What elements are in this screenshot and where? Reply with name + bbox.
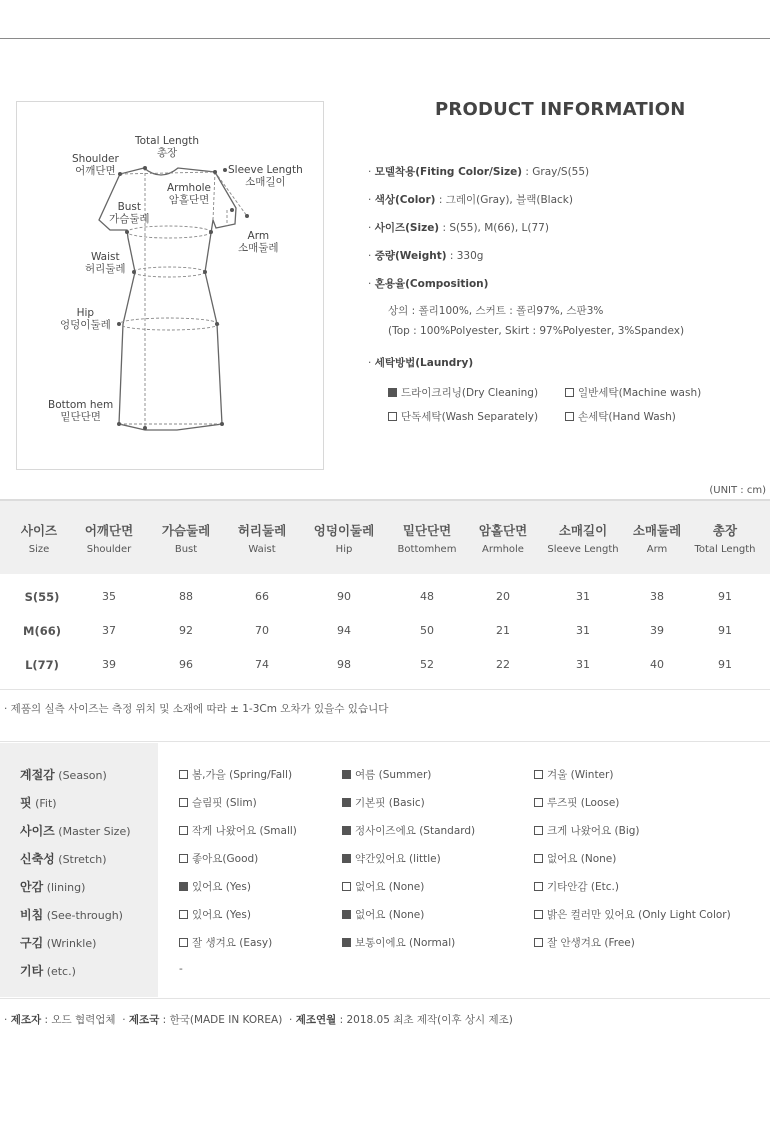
size-cell: 39 [102,658,116,671]
size-header-ko: 어깨단면 [84,523,134,538]
checkbox-checked [342,938,351,947]
feature-label-ko: 안감 [20,880,44,894]
checkbox-empty [179,854,188,863]
size-header-en: Total Length [694,544,756,555]
size-cell: 91 [718,658,732,671]
info-laundry: · 세탁방법(Laundry) [368,357,474,369]
size-cell: 38 [650,590,664,603]
info-composition: · 혼용율(Composition) [368,278,489,290]
size-note: · 제품의 실측 사이즈는 측정 위치 및 소재에 따라 ± 1-3Cm 오차가 있을수 있습니다 [4,703,389,715]
label-bottom-hem: Bottom hem 밑단단면 [48,399,114,423]
checkbox-empty [342,882,351,891]
feature-option-label: 기본핏 (Basic) [355,797,425,809]
composition-ko: 상의 : 폴리100%, 스커트 : 폴리97%, 스판3% [388,305,604,317]
checkbox-empty [179,826,188,835]
feature-option [342,823,475,838]
feature-label [20,906,123,923]
size-header-en: Shoulder [86,544,132,555]
size-header-ko: 가슴둘레 [161,523,211,538]
size-header-en: Size [28,544,50,555]
checkbox-empty [534,938,543,947]
feature-label-en: (Season) [58,769,107,782]
feature-option-label: 좋아요(Good) [192,853,259,865]
label-waist: Waist 허리둘레 [85,251,126,275]
features-top-border [0,741,770,742]
checkbox-empty [179,770,188,779]
feature-etc-value: - [179,963,183,975]
feature-label-ko: 신축성 [20,852,55,866]
feature-option [179,795,257,810]
size-cell: 50 [420,624,434,637]
size-header-en: Arm [646,544,668,555]
features-bottom-border [0,998,770,999]
info-fitting: · 모델착용(Fiting Color/Size) : Gray/S(55) [368,166,590,178]
checkbox-checked [179,882,188,891]
product-info-title: PRODUCT INFORMATION [435,99,686,120]
feature-option [534,851,616,866]
feature-option-label: 없어요 (None) [355,909,425,921]
size-cell: 48 [420,590,434,603]
feature-option-label: 크게 나왔어요 (Big) [547,825,640,837]
size-row-label: L(77) [25,658,59,672]
checkbox-empty [534,882,543,891]
checkbox-empty [534,798,543,807]
feature-option-label: 봄,가을 (Spring/Fall) [192,769,293,781]
checkbox-checked [388,388,397,397]
laundry-option-dry: 드라이크리닝(Dry Cleaning) [388,385,538,400]
feature-label [20,934,96,951]
feature-label-ko: 구김 [20,936,44,950]
size-header-ko: 엉덩이둘레 [313,523,375,538]
size-header-en: Hip [335,544,353,555]
feature-option [179,935,272,950]
feature-option [179,767,292,782]
size-header-en: Armhole [482,544,524,555]
feature-label-ko: 핏 [20,796,32,810]
size-row-label: S(55) [24,590,60,604]
size-cell: 39 [650,624,664,637]
feature-option-label: 겨울 (Winter) [547,769,614,781]
feature-label-en: (lining) [46,881,86,894]
label-sleeve-length: Sleeve Length 소매길이 [228,164,303,188]
feature-label-en: (etc.) [46,965,76,978]
size-cell: 37 [102,624,116,637]
feature-label [20,822,131,839]
measurement-diagram [16,101,324,470]
checkbox-checked [342,910,351,919]
laundry-option-hand: 손세탁(Hand Wash) [565,409,676,424]
checkbox-checked [342,854,351,863]
feature-option-label: 여름 (Summer) [355,769,432,781]
size-cell: 70 [255,624,269,637]
checkbox-empty [534,854,543,863]
checkbox-empty [179,910,188,919]
info-color: · 색상(Color) : 그레이(Gray), 블랙(Black) [368,194,573,206]
label-hip: Hip 엉덩이둘레 [60,307,111,331]
size-header-ko: 허리둘레 [237,523,287,538]
checkbox-empty [565,412,574,421]
feature-option [342,767,431,782]
feature-label [20,850,107,867]
feature-option-label: 없어요 (None) [547,853,617,865]
manufacturer-info: · 제조자 : 오드 협력업체 · 제조국 : 한국(MADE IN KOREA) · 제조연월 : 2018.05 최초 제작(이후 상시 제조) [4,1014,513,1026]
feature-option-label: 잘 생겨요 (Easy) [192,937,273,949]
size-cell: 91 [718,624,732,637]
size-header-en: Bust [174,544,198,555]
feature-option-label: 루즈핏 (Loose) [547,797,620,809]
feature-label-ko: 기타 [20,964,44,978]
checkbox-empty [388,412,397,421]
label-armhole: Armhole 암홀단면 [167,182,211,206]
feature-option [179,823,297,838]
feature-option-label: 없어요 (None) [355,881,425,893]
feature-option-label: 기타안감 (Etc.) [547,881,619,893]
feature-option [342,935,455,950]
laundry-option-separate: 단독세탁(Wash Separately) [388,409,538,424]
feature-label [20,962,76,979]
feature-label [20,878,85,895]
feature-option-label: 작게 나왔어요 (Small) [192,825,297,837]
feature-option [342,795,425,810]
feature-option-label: 밝은 컬러만 있어요 (Only Light Color) [547,909,731,921]
laundry-option-machine: 일반세탁(Machine wash) [565,385,701,400]
size-header-en: Bottomhem [397,544,457,555]
unit-label: (UNIT : cm) [709,485,766,496]
composition-en: (Top : 100%Polyester, Skirt : 97%Polyester, 3%Spandex) [388,325,685,337]
feature-label [20,766,107,783]
size-row-label: M(66) [23,624,61,638]
label-arm: Arm 소매둘레 [238,230,279,254]
feature-label-ko: 계절감 [20,768,55,782]
checkbox-checked [342,826,351,835]
label-bust: Bust 가슴둘레 [109,201,150,225]
size-cell: 21 [496,624,510,637]
feature-option [342,879,424,894]
feature-option-label: 보통이에요 (Normal) [355,937,456,949]
size-header-ko: 암홀단면 [478,523,528,538]
checkbox-empty [534,910,543,919]
size-header-ko: 사이즈 [20,523,58,538]
size-cell: 92 [179,624,193,637]
checkbox-checked [342,798,351,807]
feature-option [534,879,619,894]
size-header-ko: 소매길이 [558,523,608,538]
size-cell: 91 [718,590,732,603]
size-cell: 31 [576,658,590,671]
size-cell: 20 [496,590,510,603]
feature-label-ko: 사이즈 [20,824,55,838]
size-cell: 74 [255,658,269,671]
size-cell: 66 [255,590,269,603]
size-cell: 88 [179,590,193,603]
feature-option [179,851,258,866]
checkbox-empty [179,798,188,807]
label-shoulder: Shoulder 어깨단면 [72,153,119,177]
info-weight: · 중량(Weight) : 330g [368,250,484,262]
feature-label-en: (Wrinkle) [46,937,97,950]
feature-label-en: (Fit) [35,797,57,810]
size-cell: 40 [650,658,664,671]
feature-option [534,767,613,782]
feature-option [342,907,424,922]
size-header-ko: 밑단단면 [402,523,452,538]
feature-option [534,907,731,922]
feature-label [20,794,57,811]
feature-label-en: (Stretch) [58,853,107,866]
feature-option-label: 정사이즈에요 (Standard) [355,825,476,837]
checkbox-empty [565,388,574,397]
feature-option [534,823,640,838]
size-header-en: Waist [248,544,276,555]
feature-option [534,935,635,950]
checkbox-empty [534,770,543,779]
size-cell: 94 [337,624,351,637]
size-table-bottom-border [0,689,770,690]
feature-option [342,851,441,866]
size-header-ko: 총장 [712,523,738,538]
feature-option [179,907,251,922]
size-header-en: Sleeve Length [547,544,619,555]
size-cell: 96 [179,658,193,671]
size-header-ko: 소매둘레 [632,523,682,538]
size-cell: 22 [496,658,510,671]
feature-option-label: 잘 안생겨요 (Free) [547,937,635,949]
top-divider [0,38,770,39]
feature-option-label: 있어요 (Yes) [192,909,251,921]
label-total-length: Total Length 총장 [135,135,200,159]
size-cell: 98 [337,658,351,671]
size-cell: 90 [337,590,351,603]
feature-option-label: 슬림핏 (Slim) [192,797,257,809]
feature-label-en: (See-through) [46,909,123,922]
feature-label-ko: 비침 [20,908,44,922]
info-size: · 사이즈(Size) : S(55), M(66), L(77) [368,222,549,234]
size-cell: 31 [576,624,590,637]
size-cell: 52 [420,658,434,671]
feature-option-label: 있어요 (Yes) [192,881,251,893]
size-cell: 31 [576,590,590,603]
size-cell: 35 [102,590,116,603]
feature-option [179,879,251,894]
checkbox-empty [534,826,543,835]
checkbox-empty [179,938,188,947]
feature-option [534,795,619,810]
checkbox-checked [342,770,351,779]
feature-label-en: (Master Size) [58,825,131,838]
feature-option-label: 약간있어요 (little) [355,853,441,865]
